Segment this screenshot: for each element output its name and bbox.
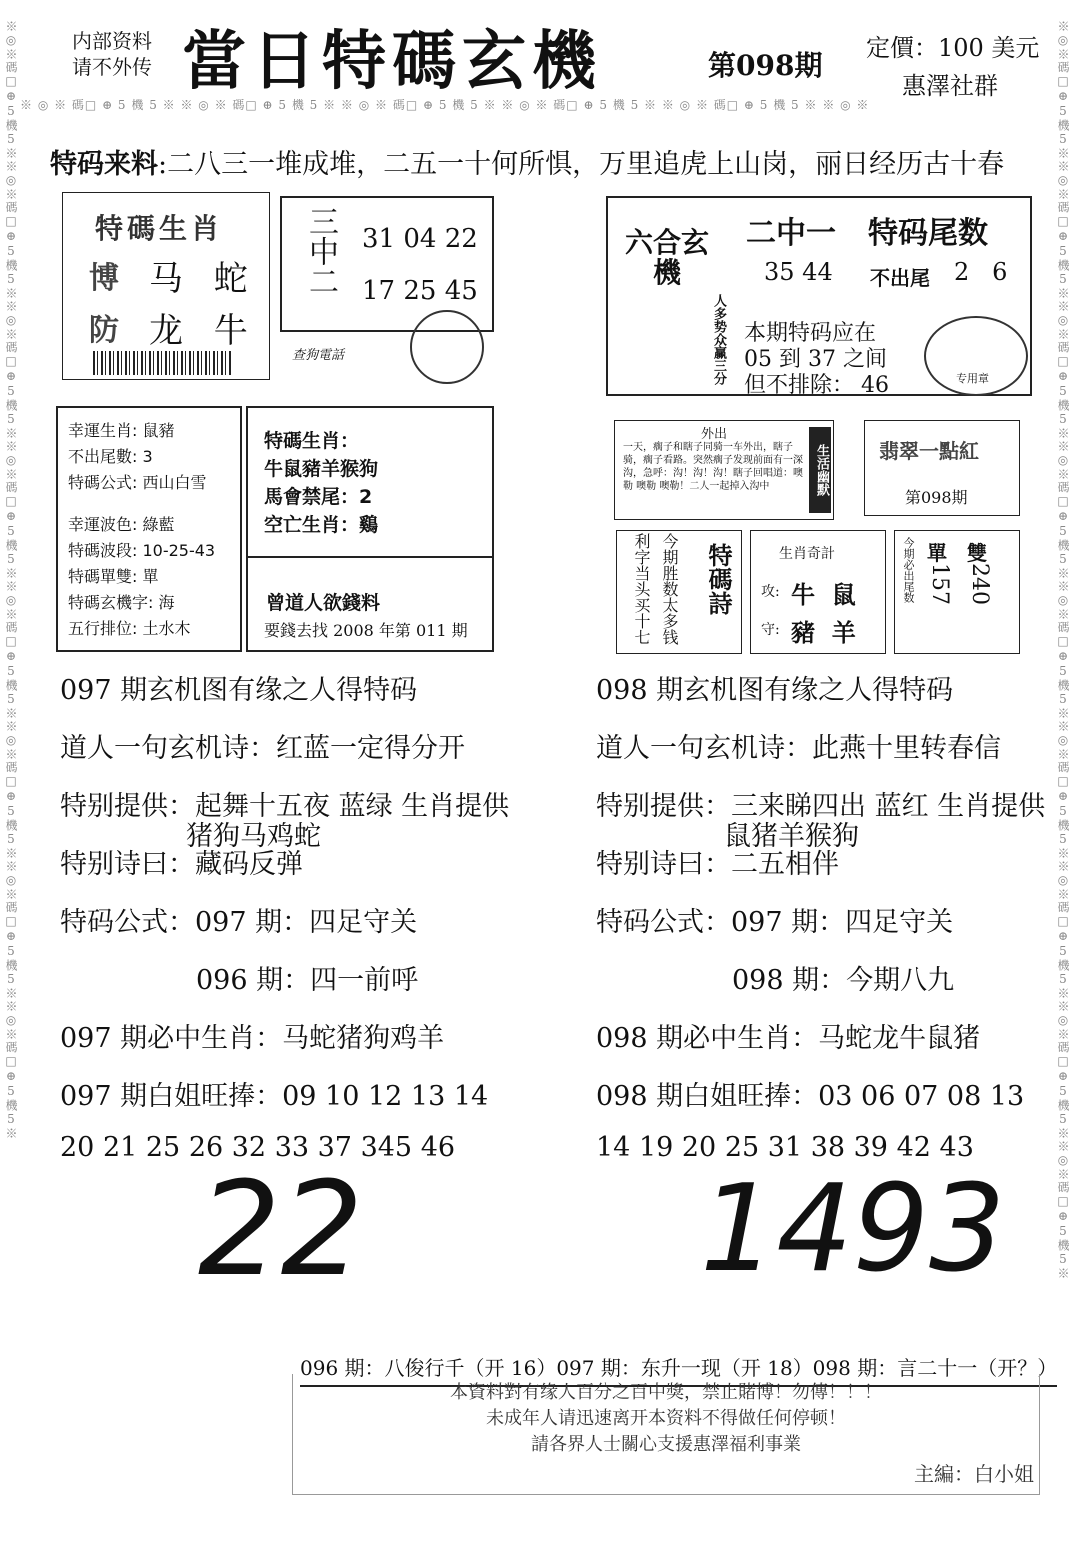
joke-tag: 生活幽默	[809, 427, 831, 513]
official-seal-right	[924, 316, 1028, 396]
range-line3: 但不排除： 46	[744, 373, 889, 398]
left-handwritten: 22	[198, 1153, 364, 1305]
shengxiao-box	[62, 192, 270, 380]
sanzhonger-label: 三中二	[303, 206, 338, 296]
range-line1: 本期特码应在	[744, 321, 877, 346]
phone-label: 查狗電話	[292, 348, 345, 363]
feicui-title: 翡翠一點紅	[879, 439, 979, 463]
left-ornament-border: ※◎※碼□⊕5機5※※◎※碼□⊕5機5※※◎※碼□⊕5機5※※◎※碼□⊕5機5※※◎※碼□⊕5機5※※◎※碼□⊕5機5※※◎※碼□⊕5機5※※◎※碼□⊕5機5※	[4, 20, 18, 1140]
info-line: 五行排位: 土水木	[68, 619, 191, 638]
page-title: 當日特碼玄機	[182, 24, 602, 99]
special-divider	[248, 556, 492, 558]
danshuang-side: 今期必出尾数	[902, 537, 915, 603]
group-label: 惠澤社群	[902, 72, 998, 100]
history-line: 096 期：八俊行千（开 16）097 期：东升一现（开 18）098 期：言二十一（开？）	[300, 1352, 1057, 1387]
joke-box	[614, 420, 834, 520]
right-l6: 098 期：今期八九	[732, 965, 955, 996]
special-box	[246, 406, 494, 652]
defend-label: 守:	[761, 622, 780, 638]
info-line: 特碼單雙: 單	[68, 567, 159, 586]
poem-title: 特碼詩	[704, 543, 733, 615]
footer-frame	[292, 1374, 1040, 1495]
right-l8: 098 期白姐旺捧：03 06 07 08 13	[596, 1081, 1025, 1112]
shuang-label: 雙	[967, 541, 987, 565]
internal-note-line2: 请不外传	[72, 55, 152, 79]
footer-note3: 請各界人士關心支援惠澤福利事業	[531, 1434, 801, 1455]
footer-note2: 未成年人请迅速离开本资料不得做任何停顿！	[486, 1408, 846, 1429]
source-text: :二八三一堆成堆，二五一十何所惧，万里追虎上山岗，丽日经历古十春	[158, 149, 1005, 180]
left-l3b: 猪狗马鸡蛇	[186, 821, 321, 852]
feicui-box	[864, 420, 1020, 516]
top-ornament-border: ※ ◎ ※ 碼□ ⊕ 5 機 5 ※ ※ ◎ ※ 碼□ ⊕ 5 機 5 ※ ※ ◎ ※ 碼□ ⊕ 5 機 5 ※ ※ ◎ ※ 碼□ ⊕ 5 機 5 ※ ※ ◎ ※ 碼□ ⊕ 5 機 5 ※ ※ ◎ ※	[20, 98, 870, 112]
info-line: 幸運生肖: 鼠豬	[68, 421, 175, 440]
buchuwei-label: 不出尾	[870, 266, 930, 290]
right-l2: 道人一句玄机诗：此燕十里转春信	[596, 733, 1001, 764]
special-line1: 特碼生肖：	[264, 430, 360, 452]
shuang-values: 240	[967, 563, 992, 605]
footer-note1: 本資料對有缘人百分之百中獎，禁止賭博！勿傳！！！	[450, 1382, 882, 1403]
defend-values: 豬 羊	[791, 618, 856, 647]
weishu-label: 特码尾数	[868, 216, 988, 251]
info-line: 特碼玄機字: 海	[68, 593, 175, 612]
info-line	[68, 496, 215, 512]
danshuang-box	[894, 530, 1020, 654]
source-line	[50, 142, 1004, 181]
info-line: 特碼波段: 10-25-43	[68, 541, 216, 560]
daoren-text: 要錢去找 2008 年第 011 期	[264, 621, 468, 640]
special-line3: 馬會禁尾：2	[264, 486, 373, 508]
left-l8: 097 期白姐旺捧：09 10 12 13 14	[60, 1081, 489, 1112]
liuhe-side: 人多势众赢三分	[711, 294, 726, 385]
left-l7: 097 期必中生肖：马蛇猪狗鸡羊	[60, 1023, 445, 1054]
feicui-issue: 第098期	[905, 488, 968, 507]
right-l3a: 特别提供：三来睇四出 蓝红 生肖提供	[596, 791, 1046, 822]
liuhe-title: 六合玄機	[624, 226, 709, 289]
range-line2: 05 到 37 之间	[744, 347, 887, 372]
info-box	[56, 406, 242, 652]
left-l1: 097 期玄机图有缘之人得特码	[60, 675, 418, 706]
special-line4: 空亡生肖：鷄	[264, 514, 379, 536]
qiji-title: 生肖奇計	[779, 546, 835, 562]
sanzhonger-box	[280, 196, 494, 332]
price-label: 定價：100 美元	[866, 34, 1040, 62]
info-line: 不出尾數: 3	[68, 447, 153, 466]
fang-values: 龙 牛	[149, 311, 258, 351]
source-label: 特码来料	[50, 149, 158, 180]
right-l4: 特别诗曰：二五相伴	[596, 849, 839, 880]
editor-label: 主編：白小姐	[914, 1462, 1034, 1486]
dan-values: 157	[927, 563, 952, 605]
poem-box	[616, 530, 742, 654]
info-line: 特碼公式: 西山白雪	[68, 473, 207, 492]
attack-values: 牛 鼠	[791, 580, 856, 609]
left-l9: 20 21 25 26 32 33 37 345 46	[60, 1132, 456, 1163]
left-l6: 096 期：四一前呼	[196, 965, 419, 996]
sanzhonger-row1: 31 04 22	[362, 224, 478, 254]
bo-label: 博	[89, 261, 119, 296]
buchuwei-values: 2 6	[954, 258, 1008, 286]
joke-text: 一天，瘸子和瞎子同骑一车外出，瞎子骑，瘸子看路。突然瘸子发现前面有一深沟，急呼：沟！沟！沟！瞎子回唱道：噢勒 噢勒 噢勒！二人一起掉入沟中	[623, 442, 803, 492]
internal-note-line1: 内部资料	[72, 29, 152, 53]
bo-values: 马 蛇	[149, 259, 258, 299]
fang-label: 防	[89, 313, 119, 348]
left-l5: 特码公式：097 期：四足守关	[60, 907, 418, 938]
poem-col2: 今期胜数太多钱	[660, 533, 679, 645]
right-ornament-border: ※◎※碼□⊕5機5※※◎※碼□⊕5機5※※◎※碼□⊕5機5※※◎※碼□⊕5機5※※◎※碼□⊕5機5※※◎※碼□⊕5機5※※◎※碼□⊕5機5※※◎※碼□⊕5機5※※◎※碼□⊕5機5※	[1056, 20, 1070, 1280]
erzhongyi-values: 35 44	[764, 258, 833, 286]
right-l1: 098 期玄机图有缘之人得特码	[596, 675, 954, 706]
right-l7: 098 期必中生肖：马蛇龙牛鼠猪	[596, 1023, 981, 1054]
sanzhonger-row2: 17 25 45	[362, 276, 478, 306]
attack-label: 攻:	[761, 584, 780, 600]
qiji-box	[750, 530, 886, 654]
right-handwritten: 1493	[700, 1160, 1006, 1299]
left-l3a: 特别提供：起舞十五夜 蓝绿 生肖提供	[60, 791, 510, 822]
info-lines	[68, 418, 215, 642]
seal-text: 专用章	[956, 372, 989, 385]
internal-note	[72, 28, 152, 80]
shengxiao-title: 特碼生肖	[95, 212, 224, 245]
dan-label: 單	[927, 541, 947, 565]
left-l4: 特别诗曰：藏码反弹	[60, 849, 303, 880]
liuhe-box	[606, 196, 1032, 396]
special-line2: 牛鼠豬羊猴狗	[264, 458, 379, 480]
issue-number: 第098期	[708, 49, 823, 82]
left-l2: 道人一句玄机诗：红蓝一定得分开	[60, 733, 465, 764]
erzhongyi-label: 二中一	[746, 216, 836, 251]
daoren-title: 曾道人欲錢料	[266, 592, 381, 614]
poem-col1: 利字当头买十七	[632, 533, 651, 645]
right-l5: 特码公式：097 期：四足守关	[596, 907, 954, 938]
barcode	[93, 351, 233, 375]
right-l9: 14 19 20 25 31 38 39 42 43	[596, 1132, 974, 1163]
joke-title: 外出	[701, 427, 728, 442]
right-l3b: 鼠猪羊猴狗	[724, 821, 859, 852]
official-seal-left	[410, 310, 484, 384]
info-line: 幸運波色: 綠藍	[68, 515, 175, 534]
